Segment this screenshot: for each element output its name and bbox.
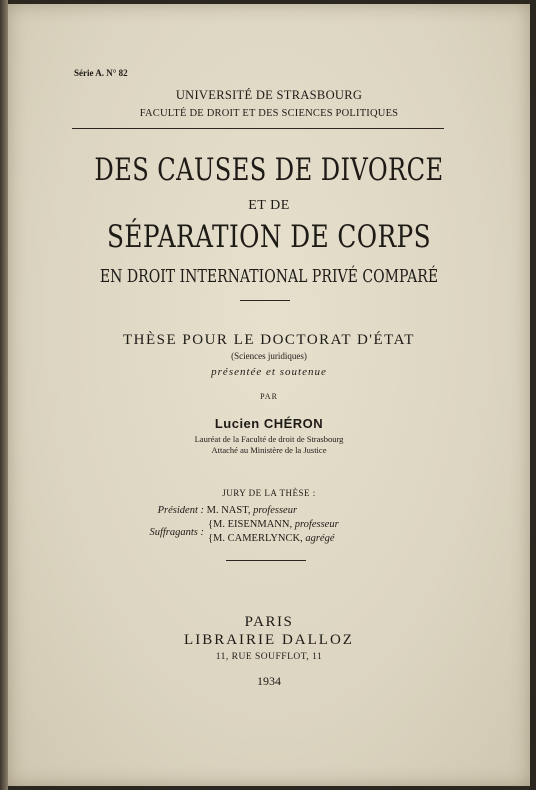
jury-divider [226, 560, 306, 561]
title-divider [240, 300, 290, 301]
suffragant-2-role: agrégé [305, 533, 335, 544]
author-credential-1: Lauréat de la Faculté de droit de Strasbourg [194, 434, 344, 444]
publisher-city: PARIS [244, 614, 294, 630]
jury-suffragants [138, 518, 339, 546]
jury-list [138, 504, 339, 546]
publication-year: 1934 [257, 674, 281, 688]
president-name: M. NAST, [206, 505, 251, 516]
suffragant-2-name: M. CAMERLYNCK, [213, 533, 303, 544]
title-line-2: ET DE [248, 198, 290, 213]
suffragant-2: {M. CAMERLYNCK, agrégé [208, 533, 335, 544]
publisher-address: 11, RUE SOUFFLOT, 11 [215, 652, 323, 662]
book-cover [8, 4, 530, 786]
university-name: UNIVERSITÉ DE STRASBOURG [175, 88, 363, 102]
title-line-1: DES CAUSES DE DIVORCE [94, 152, 444, 188]
author-name: Lucien CHÉRON [214, 416, 324, 431]
series-number: Série A. N° 82 [74, 68, 128, 78]
title-line-3: SÉPARATION DE CORPS [106, 219, 432, 255]
suffragant-1-name: M. EISENMANN, [213, 519, 293, 530]
jury-heading: JURY DE LA THÈSE : [222, 488, 316, 498]
publisher-name: LIBRAIRIE DALLOZ [184, 632, 354, 648]
presented-line: présentée et soutenue [211, 366, 327, 378]
suffragants-label: Suffragants : [149, 527, 204, 538]
president-label: Président : [157, 505, 204, 516]
thesis-field: (Sciences juridiques) [231, 351, 307, 361]
title-line-4: EN DROIT INTERNATIONAL PRIVÉ COMPARÉ [99, 266, 439, 287]
president-role: professeur [253, 505, 298, 516]
faculty-name: FACULTÉ DE DROIT ET DES SCIENCES POLITIQUES [139, 108, 399, 119]
thesis-label: THÈSE POUR LE DOCTORAT D'ÉTAT [123, 332, 415, 348]
author-credential-2: Attaché au Ministère de la Justice [211, 445, 327, 455]
jury-president [138, 504, 339, 518]
suffragant-1: {M. EISENMANN, professeur [208, 519, 339, 530]
header-rule [72, 128, 444, 129]
suffragant-1-role: professeur [294, 519, 339, 530]
book-spine-edge [0, 0, 8, 790]
by-label: PAR [260, 392, 278, 401]
